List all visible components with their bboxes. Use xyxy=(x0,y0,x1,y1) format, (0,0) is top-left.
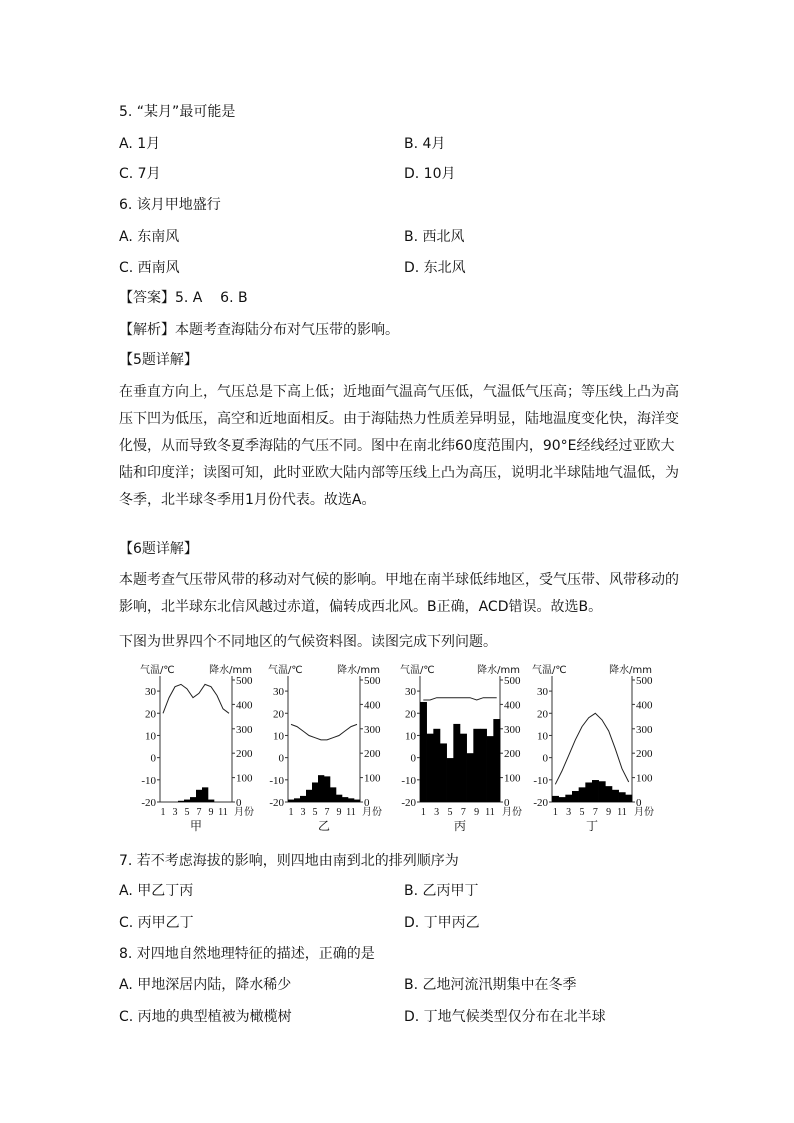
temperature-tick-label: -20 xyxy=(401,797,416,809)
q7-option-d: D. 丁甲丙乙 xyxy=(404,915,480,931)
precipitation-bar xyxy=(342,797,348,802)
precipitation-bar xyxy=(318,775,324,802)
analysis-line: 【解析】本题考查海陆分布对气压带的影响。 xyxy=(119,322,399,338)
precipitation-bar xyxy=(480,729,487,802)
month-tick-label: 9 xyxy=(606,807,612,818)
temperature-tick-label: 10 xyxy=(405,730,416,743)
temperature-curve xyxy=(291,724,357,740)
temperature-tick-label: -20 xyxy=(269,797,284,809)
precipitation-bar xyxy=(196,790,202,802)
precipitation-tick-label: 500 xyxy=(636,675,653,687)
temperature-axis-title: 气温/℃ xyxy=(140,665,175,676)
precipitation-bar xyxy=(625,795,632,802)
precipitation-tick-label: 100 xyxy=(636,772,653,785)
temperature-axis-title: 气温/℃ xyxy=(268,665,303,676)
temperature-tick-label: 30 xyxy=(273,686,284,699)
q6-option-d: D. 东北风 xyxy=(404,260,466,276)
precipitation-bar xyxy=(348,798,354,802)
temperature-tick-label: 0 xyxy=(410,752,416,765)
precipitation-bar xyxy=(427,734,434,802)
detail5-title: 【5题详解】 xyxy=(119,352,198,368)
temperature-axis-title: 气温/℃ xyxy=(532,665,567,676)
temperature-tick-label: 0 xyxy=(278,752,284,765)
month-tick-label: 3 xyxy=(172,807,178,818)
temperature-tick-label: -10 xyxy=(269,774,284,787)
q6-option-b: B. 西北风 xyxy=(404,229,465,245)
q6-option-a: A. 东南风 xyxy=(119,229,180,245)
month-tick-label: 7 xyxy=(196,807,202,818)
month-tick-label: 5 xyxy=(184,807,190,818)
temperature-tick-label: -10 xyxy=(401,774,416,787)
precipitation-bar xyxy=(599,781,606,802)
precipitation-tick-label: 0 xyxy=(236,797,242,809)
precipitation-tick-label: 300 xyxy=(364,723,381,736)
temperature-axis-title: 气温/℃ xyxy=(400,665,435,676)
precipitation-bar xyxy=(294,798,300,802)
precipitation-bar xyxy=(288,800,294,802)
month-tick-label: 5 xyxy=(312,807,318,818)
temperature-tick-label: -10 xyxy=(141,774,156,787)
precipitation-tick-label: 300 xyxy=(504,723,521,736)
q5-option-d: D. 10月 xyxy=(404,166,456,182)
precipitation-tick-label: 0 xyxy=(504,797,510,809)
precipitation-bar xyxy=(592,780,599,802)
q8-option-a: A. 甲地深居内陆，降水稀少 xyxy=(119,977,292,993)
precipitation-bar xyxy=(467,753,474,802)
q7-option-b: B. 乙丙甲丁 xyxy=(404,883,479,899)
precipitation-bar xyxy=(585,782,592,802)
month-tick-label: 9 xyxy=(336,807,342,818)
climate-chart-yi xyxy=(266,662,382,834)
precipitation-bar xyxy=(473,729,480,802)
station-name: 丙 xyxy=(453,819,467,833)
precipitation-bar xyxy=(552,796,559,802)
precipitation-tick-label: 100 xyxy=(504,772,521,785)
month-tick-label: 7 xyxy=(592,807,598,818)
month-tick-label: 11 xyxy=(218,807,228,818)
precipitation-tick-label: 500 xyxy=(236,675,253,687)
precipitation-bar xyxy=(559,797,566,802)
month-tick-label: 3 xyxy=(300,807,306,818)
precipitation-tick-label: 200 xyxy=(364,748,381,761)
temperature-tick-label: 10 xyxy=(537,730,548,743)
precipitation-tick-label: 500 xyxy=(504,675,521,687)
precipitation-bar xyxy=(208,800,214,802)
detail5-text: 在垂直方向上，气压总是下高上低；近地面气温高气压低，气温低气压高；等压线上凸为高压下凹为低压，高空和近地面相反。由于海陆热力性质差异明显，陆地温度变化快，海洋变化慢，从而导致冬夏季海陆的气压不同。图中在南北纬60度范围内，90°E经线经过亚欧大陆和印度洋；读图可知，此时亚欧大陆内部等压线上凸为高压，说明北半球陆地气温低，为冬季，北半球冬季用1月份代表。故选A。 xyxy=(119,384,679,508)
precipitation-tick-label: 500 xyxy=(364,675,381,687)
month-tick-label: 1 xyxy=(420,807,426,818)
station-name: 乙 xyxy=(317,819,331,833)
temperature-tick-label: 30 xyxy=(405,686,416,699)
climate-chart-bing xyxy=(398,662,522,834)
month-tick-label: 9 xyxy=(474,807,480,818)
q6-option-c: C. 西南风 xyxy=(119,260,180,276)
month-tick-label: 9 xyxy=(208,807,214,818)
q8-option-d: D. 丁地气候类型仅分布在北半球 xyxy=(404,1009,606,1025)
temperature-tick-label: 20 xyxy=(145,708,156,721)
temperature-curve xyxy=(163,684,229,713)
month-tick-label: 7 xyxy=(460,807,466,818)
precipitation-bar xyxy=(493,719,500,802)
intro-text: 下图为世界四个不同地区的气候资料图。读图完成下列问题。 xyxy=(119,634,497,650)
q5-option-c: C. 7月 xyxy=(119,166,161,182)
precipitation-bar xyxy=(336,795,342,802)
q5-stem: 5. “某月”最可能是 xyxy=(119,104,236,120)
answer-line: 【答案】5. A 6. B xyxy=(119,290,248,306)
temperature-tick-label: 20 xyxy=(273,708,284,721)
precipitation-bar xyxy=(202,787,208,802)
temperature-curve xyxy=(423,698,496,700)
precipitation-bar xyxy=(420,702,427,802)
precipitation-bar xyxy=(440,743,447,802)
precipitation-bar xyxy=(330,787,336,802)
precipitation-bar xyxy=(612,790,619,802)
month-tick-label: 1 xyxy=(160,807,166,818)
station-name: 丁 xyxy=(585,819,599,833)
temperature-tick-label: 20 xyxy=(405,708,416,721)
temperature-tick-label: 10 xyxy=(145,730,156,743)
precipitation-axis-title: 降水/mm xyxy=(337,665,380,676)
month-unit-label: 月份 xyxy=(362,807,382,818)
detail6-title: 【6题详解】 xyxy=(119,541,198,557)
q7-option-a: A. 甲乙丁丙 xyxy=(119,883,194,899)
precipitation-axis-title: 降水/mm xyxy=(609,665,652,676)
precipitation-tick-label: 200 xyxy=(504,748,521,761)
month-tick-label: 11 xyxy=(346,807,356,818)
temperature-tick-label: 0 xyxy=(150,752,156,765)
precipitation-bar xyxy=(300,796,306,802)
precipitation-tick-label: 0 xyxy=(636,797,642,809)
q8-option-c: C. 丙地的典型植被为橄榄树 xyxy=(119,1009,292,1025)
precipitation-tick-label: 200 xyxy=(236,748,253,761)
month-tick-label: 3 xyxy=(434,807,440,818)
month-tick-label: 3 xyxy=(566,807,572,818)
temperature-tick-label: 10 xyxy=(273,730,284,743)
precipitation-bar xyxy=(572,791,579,802)
q5-option-b: B. 4月 xyxy=(404,136,446,152)
q7-stem: 7. 若不考虑海拔的影响，则四地由南到北的排列顺序为 xyxy=(119,853,459,869)
precipitation-bar xyxy=(460,734,467,802)
temperature-tick-label: 20 xyxy=(537,708,548,721)
temperature-tick-label: -20 xyxy=(141,797,156,809)
precipitation-tick-label: 400 xyxy=(504,699,521,712)
q7-option-c: C. 丙甲乙丁 xyxy=(119,915,194,931)
month-unit-label: 月份 xyxy=(234,807,254,818)
precipitation-bar xyxy=(324,776,330,802)
month-tick-label: 11 xyxy=(485,807,495,818)
precipitation-tick-label: 400 xyxy=(364,699,381,712)
station-name: 甲 xyxy=(189,819,203,833)
precipitation-tick-label: 400 xyxy=(636,699,653,712)
temperature-tick-label: -20 xyxy=(533,797,548,809)
temperature-tick-label: 30 xyxy=(537,686,548,699)
precipitation-bar xyxy=(619,792,626,802)
month-tick-label: 1 xyxy=(288,807,294,818)
precipitation-bar xyxy=(605,786,612,802)
precipitation-bar xyxy=(447,758,454,802)
precipitation-axis-title: 降水/mm xyxy=(477,665,520,676)
q8-option-b: B. 乙地河流汛期集中在冬季 xyxy=(404,977,577,993)
climate-chart-jia xyxy=(138,662,254,834)
detail6-text: 本题考查气压带风带的移动对气候的影响。甲地在南半球低纬地区，受气压带、风带移动的影响，北半球东北信风越过赤道，偏转成西北风。B正确，ACD错误。故选B。 xyxy=(119,572,679,615)
precipitation-tick-label: 300 xyxy=(636,723,653,736)
precipitation-bar xyxy=(354,800,360,802)
precipitation-tick-label: 100 xyxy=(364,772,381,785)
temperature-tick-label: -10 xyxy=(533,774,548,787)
precipitation-bar xyxy=(178,801,184,802)
month-tick-label: 11 xyxy=(617,807,627,818)
precipitation-tick-label: 100 xyxy=(236,772,253,785)
precipitation-bar xyxy=(312,782,318,802)
temperature-curve xyxy=(555,713,628,784)
precipitation-tick-label: 200 xyxy=(636,748,653,761)
precipitation-axis-title: 降水/mm xyxy=(209,665,252,676)
precipitation-bar xyxy=(565,795,572,802)
temperature-tick-label: 30 xyxy=(145,686,156,699)
temperature-tick-label: 0 xyxy=(542,752,548,765)
precipitation-bar xyxy=(190,797,196,802)
precipitation-bar xyxy=(579,787,586,802)
precipitation-bar xyxy=(306,790,312,802)
q6-stem: 6. 该月甲地盛行 xyxy=(119,197,221,213)
month-tick-label: 7 xyxy=(324,807,330,818)
precipitation-bar xyxy=(184,800,190,802)
precipitation-tick-label: 300 xyxy=(236,723,253,736)
month-tick-label: 5 xyxy=(579,807,585,818)
precipitation-bar xyxy=(453,724,460,802)
precipitation-tick-label: 0 xyxy=(364,797,370,809)
precipitation-bar xyxy=(433,729,440,802)
q8-stem: 8. 对四地自然地理特征的描述，正确的是 xyxy=(119,946,375,962)
month-unit-label: 月份 xyxy=(502,807,522,818)
precipitation-bar xyxy=(487,736,494,802)
precipitation-tick-label: 400 xyxy=(236,699,253,712)
month-unit-label: 月份 xyxy=(634,807,654,818)
month-tick-label: 5 xyxy=(447,807,453,818)
climate-chart-ding xyxy=(530,662,654,834)
q5-option-a: A. 1月 xyxy=(119,136,161,152)
month-tick-label: 1 xyxy=(552,807,558,818)
